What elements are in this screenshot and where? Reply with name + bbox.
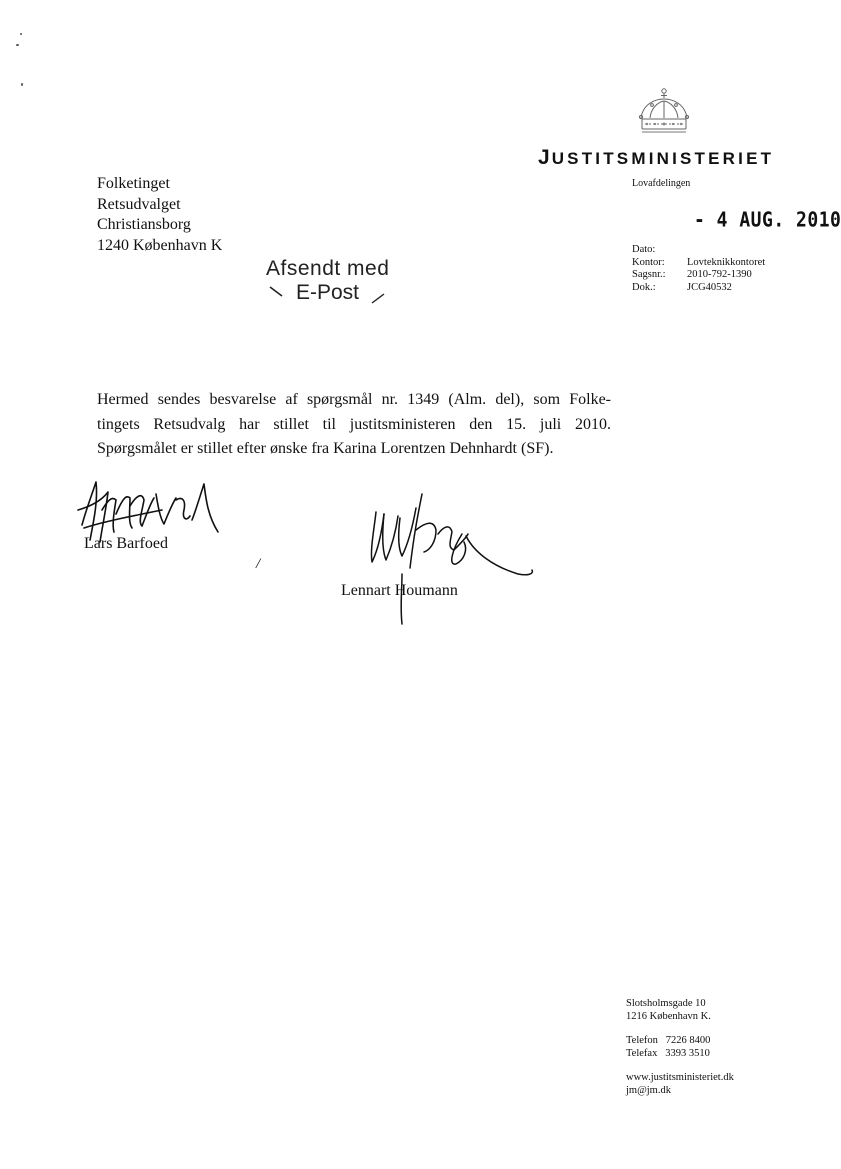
meta-value: 2010-792-1390 <box>687 269 752 280</box>
meta-label: Sagsnr.: <box>632 269 666 280</box>
footer-website-link[interactable]: www.justitsministeriet.dk <box>626 1072 734 1083</box>
footer-fax: Telefax 3393 3510 <box>626 1048 710 1059</box>
meta-label: Dato: <box>632 244 656 255</box>
date-stamp: - 4 AUG. 2010 <box>694 208 841 233</box>
meta-row-date <box>632 244 765 257</box>
department-name: Lovafdelingen <box>632 178 691 189</box>
footer-spacer <box>626 1060 734 1071</box>
case-metadata <box>632 244 765 294</box>
footer-street: Slotsholmsgade 10 <box>626 998 706 1009</box>
scan-speck <box>20 33 22 35</box>
body-line: Hermed sendes besvarelse af spørgsmål nr. 1349 (Alm. del), som Folke- <box>97 391 611 408</box>
stamp-line-1: Afsendt med <box>266 257 390 280</box>
meta-row-case-number <box>632 269 765 282</box>
letter-body <box>97 388 611 462</box>
body-line: tingets Retsudvalg har stillet til justitsministeren den 15. juli 2010. <box>97 415 611 433</box>
recipient-line: 1240 København K <box>97 236 223 254</box>
meta-row-document <box>632 282 765 295</box>
meta-value: JCG40532 <box>687 281 732 293</box>
body-line: Spørgsmålet er stillet efter ønske fra Karina Lorentzen Dehnhardt (SF). <box>97 440 554 457</box>
ministry-name-rest: USTITSMINISTERIET <box>551 149 775 168</box>
recipient-line: Folketinget <box>97 175 170 192</box>
footer-city: 1216 København K. <box>626 1011 711 1022</box>
ministry-name <box>538 146 774 170</box>
footer-email-link[interactable]: jm@jm.dk <box>626 1085 671 1096</box>
recipient-line: Retsudvalget <box>97 195 181 213</box>
scan-speck <box>16 44 19 46</box>
handwritten-signature-2 <box>352 490 542 630</box>
signer-name-2: Lennart Houmann <box>341 582 458 599</box>
meta-row-office <box>632 257 765 270</box>
meta-label: Dok.: <box>632 281 656 293</box>
meta-label: Kontor: <box>632 256 665 268</box>
crown-emblem-icon <box>633 86 695 138</box>
footer-spacer <box>626 1023 734 1034</box>
recipient-address <box>97 174 222 256</box>
signer-name-1: Lars Barfoed <box>84 535 168 552</box>
stamp-text-2: E-Post <box>296 281 360 304</box>
scan-speck <box>21 83 23 86</box>
recipient-line: Christiansborg <box>97 216 191 233</box>
ministry-initial: J <box>538 146 552 169</box>
signature-separator: / <box>256 556 261 572</box>
footer-phone: Telefon 7226 8400 <box>626 1035 711 1046</box>
stamp-tick-marks <box>268 283 398 307</box>
handwritten-signature-1 <box>72 470 222 555</box>
ministry-contact-footer <box>626 997 734 1097</box>
meta-value: Lovteknikkontoret <box>687 256 766 268</box>
